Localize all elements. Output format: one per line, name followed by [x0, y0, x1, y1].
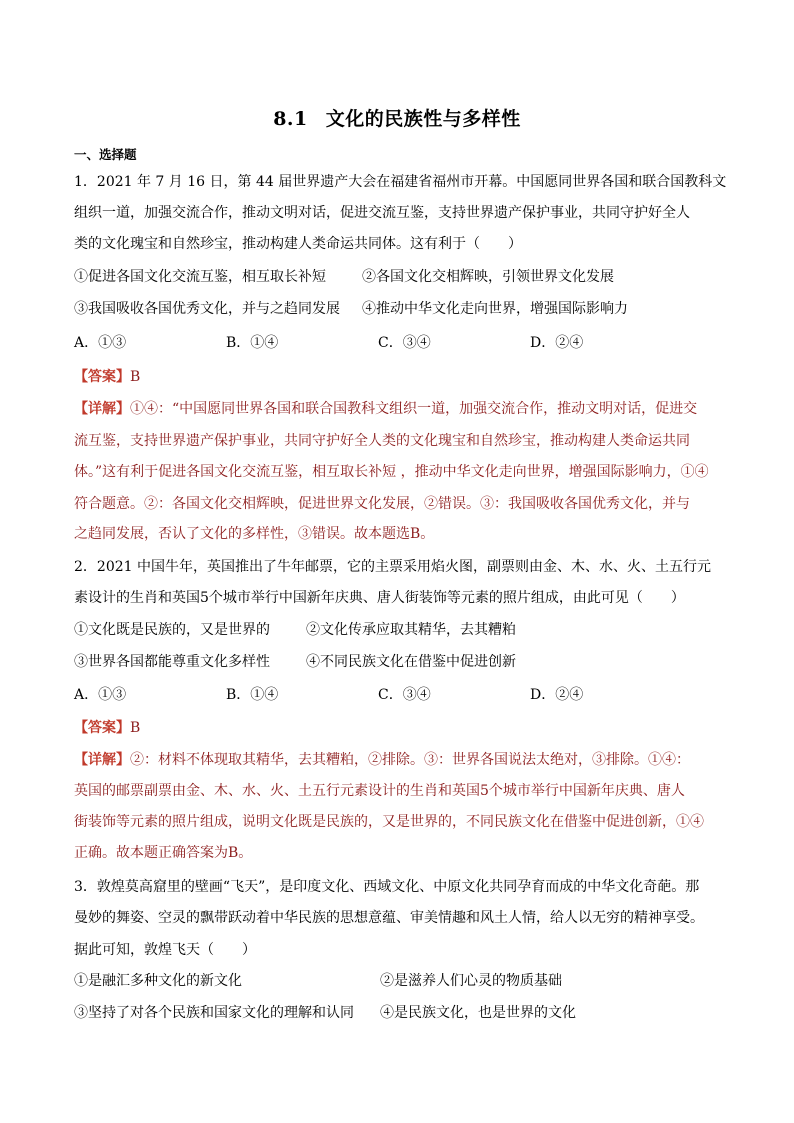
detail-text: ②：材料不体现取其精华，去其糟粕，②排除。③：世界各国说法太绝对，③排除。①④： — [130, 752, 690, 768]
q2-choice-b: B．①④ — [226, 687, 279, 703]
q1-answer — [74, 367, 734, 387]
q2-item: ③世界各国都能尊重文化多样性 — [74, 654, 270, 670]
q2-stem-line: 2．2021 中国牛年，英国推出了牛年邮票，它的主票采用焰火图，副票则由金、木、水、火、土五行元 — [74, 559, 711, 575]
page-title — [0, 104, 794, 131]
q2-choices-row — [74, 685, 734, 705]
q2-choice-a: A．①③ — [74, 687, 127, 703]
q3-items-row — [74, 971, 734, 991]
q1-stem-line: 1．2021 年 7 月 16 日，第 44 届世界遗产大会在福建省福州市开幕。中国愿同世界各国和联合国教科文 — [74, 174, 727, 190]
q2-answer — [74, 718, 734, 738]
q3-item: ②是滋养人们心灵的物质基础 — [380, 973, 562, 989]
q1-detail-line: 体。”这有利于促进各国文化交流互鉴，相互取长补短 ，推动中华文化走向世界，增强国际影响力，①④ — [74, 464, 709, 480]
detail-text: ①④：“中国愿同世界各国和联合国教科文组织一道，加强交流合作，推动文明对话，促进交 — [130, 401, 698, 417]
answer-value: B — [130, 369, 141, 385]
q1-detail-line — [74, 399, 734, 419]
q2-choice-c: C．③④ — [378, 687, 431, 703]
detail-tag: 【详解】 — [74, 401, 130, 417]
title-text: 文化的民族性与多样性 — [325, 108, 521, 130]
q2-stem-line: 素设计的生肖和英国5个城市举行中国新年庆典、唐人街装饰等元素的照片组成，由此可见（ ） — [74, 590, 685, 606]
q1-item: ①促进各国文化交流互鉴，相互取长补短 — [74, 269, 326, 285]
q3-item: ①是融汇多种文化的新文化 — [74, 973, 242, 989]
answer-value: B — [130, 720, 141, 736]
answer-tag: 【答案】 — [74, 720, 130, 736]
q2-item: ①文化既是民族的，又是世界的 — [74, 622, 270, 638]
section-heading: 一、选择题 — [74, 147, 137, 162]
answer-tag: 【答案】 — [74, 369, 130, 385]
q1-items-row — [74, 299, 734, 319]
q3-item: ④是民族文化，也是世界的文化 — [380, 1005, 576, 1021]
q1-detail-line: 之趋同发展，否认了文化的多样性，③错误。故本题选B。 — [74, 526, 435, 542]
q1-choices-row — [74, 333, 734, 353]
q3-stem-line: 3．敦煌莫高窟里的壁画“飞天”，是印度文化、西域文化、中原文化共同孕育而成的中华文化奇葩。那 — [74, 879, 700, 895]
q1-item: ②各国文化交相辉映，引领世界文化发展 — [362, 269, 614, 285]
q1-choice-c: C．③④ — [378, 335, 431, 351]
q1-item: ③我国吸收各国优秀文化，并与之趋同发展 — [74, 301, 340, 317]
q1-stem-line: 类的文化瑰宝和自然珍宝，推动构建人类命运共同体。这有利于（ ） — [74, 236, 522, 252]
q2-item: ②文化传承应取其精华，去其糟粕 — [306, 622, 516, 638]
title-number: 8.1 — [273, 108, 308, 130]
q1-choice-d: D．②④ — [530, 335, 584, 351]
q1-detail-line: 符合题意。②：各国文化交相辉映，促进世界文化发展，②错误。③：我国吸收各国优秀文化，并与 — [74, 496, 690, 512]
q2-detail-line: 街装饰等元素的照片组成，说明文化既是民族的，又是世界的，不同民族文化在借鉴中促进创新，①④ — [74, 814, 704, 830]
q1-choice-a: A．①③ — [74, 335, 127, 351]
q1-item: ④推动中华文化走向世界，增强国际影响力 — [362, 301, 628, 317]
q2-detail-line: 正确。故本题正确答案为B。 — [74, 845, 253, 861]
q1-choice-b: B．①④ — [226, 335, 279, 351]
q3-stem-line: 曼妙的舞姿、空灵的飘带跃动着中华民族的思想意蕴、审美情趣和风土人情，给人以无穷的精神享受。 — [74, 910, 704, 926]
q2-item: ④不同民族文化在借鉴中促进创新 — [306, 654, 516, 670]
q3-item: ③坚持了对各个民族和国家文化的理解和认同 — [74, 1005, 354, 1021]
detail-tag: 【详解】 — [74, 752, 130, 768]
q3-items-row — [74, 1003, 734, 1023]
q2-items-row — [74, 620, 734, 640]
q1-items-row — [74, 267, 734, 287]
q1-detail-line: 流互鉴，支持世界遗产保护事业，共同守护好全人类的文化瑰宝和自然珍宝，推动构建人类命运共同 — [74, 433, 690, 449]
q2-items-row — [74, 652, 734, 672]
q1-stem-line: 组织一道，加强交流合作，推动文明对话，促进交流互鉴，支持世界遗产保护事业，共同守护好全人 — [74, 205, 690, 221]
q3-stem-line: 据此可知，敦煌飞天（ ） — [74, 942, 256, 958]
q2-detail-line — [74, 750, 734, 770]
q2-detail-line: 英国的邮票副票由金、木、水、火、土五行元素设计的生肖和英国5个城市举行中国新年庆典、唐人 — [74, 783, 685, 799]
q2-choice-d: D．②④ — [530, 687, 584, 703]
